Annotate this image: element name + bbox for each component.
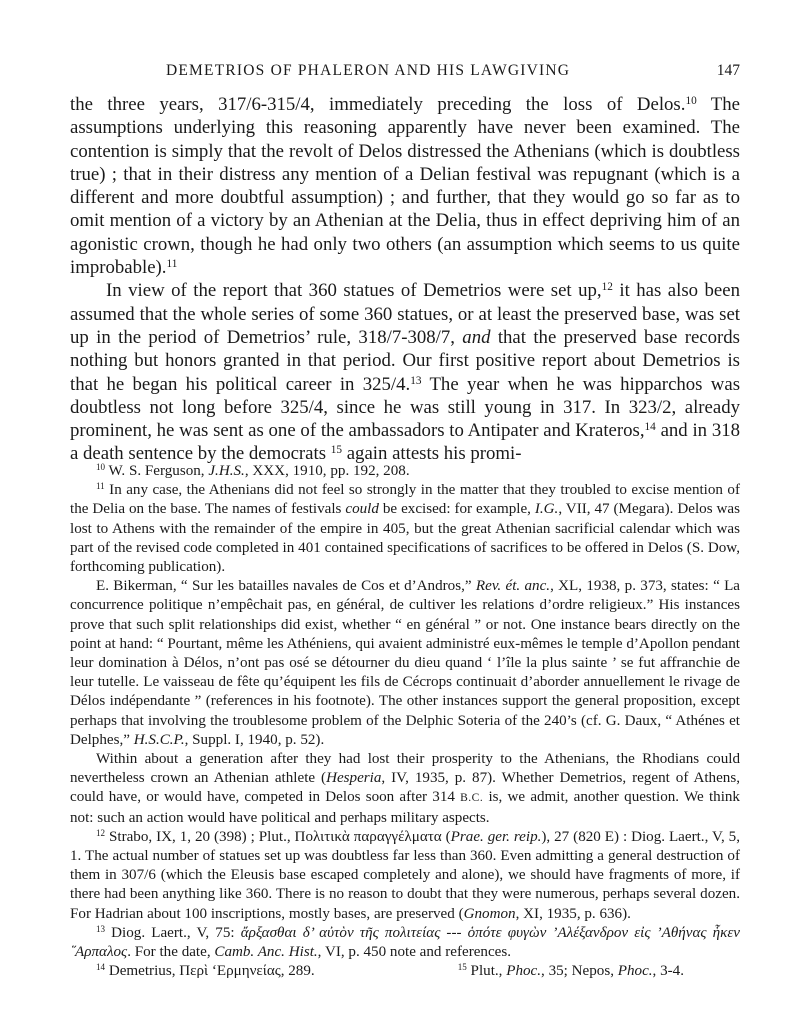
footnote-ref[interactable]: 15 xyxy=(330,444,343,457)
footnote-11-continued: Within about a generation after they had lost their prosperity to the Athenians, the Rhodians could nevertheless crown an Athenian athlete (Hesperia, IV, 1935, p. 87). Whether Demetrios, regent of Athens, could have, or would have, competed in Delos soon after 314 B.C. is, we admit, another question. We think not: such an action would have political and perhaps military aspects. xyxy=(70,751,741,826)
footnote-ref[interactable]: 12 xyxy=(601,281,613,294)
main-text xyxy=(70,93,740,466)
footnote-14: $^{14}$ Demetrius, Περὶ ‘Ερμηνείας, 289. xyxy=(96,962,315,980)
footnote-13: $^{13}$ Diog. Laert., V, 75: ἄρξασθαι δ’ αὐτὸν τῆς πολιτείας --- ὁπότε φυγὼν ’Αλέξανδρον εἰς ’Αθήνας ἧκεν ῞Αρπαλος. For the date, Camb. Anc. Hist., VI, p. 450 note and references. xyxy=(70,923,740,961)
running-title: DEMETRIOS OF PHALERON AND HIS LAWGIVING xyxy=(166,62,571,79)
footnote-10: $^{10}$ W. S. Ferguson, J.H.S., XXX, 1910, pp. 192, 208. xyxy=(96,462,410,479)
paragraph: In view of the report that 360 statues of Demetrios were set up,$^{12}$ it has also been assumed that the whole series of some 360 statues, or at least the preserved base, was set up in the period of Demetrios’ rule, 318/7-308/7, and that the preserved base records nothing but honors granted in that period. Our first positive report about Demetrios is that he began his political career in 325/4.13 The year when he was hipparchos was doubtless not long before 325/4, since he was still young in 317. In 323/2, already prominent, he was sent as one of the ambassadors to Antipater and Krateros,$^{14}$ and in 318 a death sentence by the democrats $^{15}$ again attests his promi- xyxy=(70,280,741,465)
paragraph: the three years, 317/6-315/4, immediately preceding the loss of Delos.$^{10}$ The assumptions underlying this reasoning apparently have never been examined. The contention is simply that the revolt of Delos distressed the Athenians (which is doubtless true) ; that in their distress any mention of a Delian festival was repugnant (which is a different and more doubtful assumption) ; and further, that they would go so far as to omit mention of a victory by an Athenian at the Delia, thus in effect depriving him of an agonistic crown, though he had only two others (an assumption which seems to us quite improbable).$^{11}$ xyxy=(70,94,740,279)
footnote-11-continued: E. Bikerman, “ Sur les batailles navales de Cos et d’Andros,” Rev. ét. anc., XL, 1938, p. 373, states: “ La concurrence politique n’empêchait pas, en général, de cultiver les relations d’ordre religieux.” His instances prove that such split relationships did exist, whether “ en général ” or not. One instance bears directly on the point at hand: “ Pourtant, même les Athéniens, qui avaient administré eux-mêmes le temple d’Apollon pendant leur domination à Délos, n’ont pas osé se détourner du dieu quand ‘ l’île la plus sainte ’ se fut affranchie de leur tutelle. Le vaisseau de fête qu’équipent les fils de Cécrops continuait d’aborder annuellement le rivage de Délos indépendante ” (references in his footnote). The other instances support the general proposition, except perhaps that involving the troublesome problem of the Delphic Soteria of the 240’s (cf. G. Daux, “ Athénes et Delphes,” H.S.C.P., Suppl. I, 1940, p. 52). xyxy=(70,578,741,748)
footnote-ref[interactable]: 10 xyxy=(685,94,697,107)
footnotes xyxy=(70,462,740,981)
footnote-12: $^{12}$ Strabo, IX, 1, 20 (398) ; Plut., Πολιτικὰ παραγγέλματα (Prae. ger. reip.), 27 (820 E) : Diog. Laert., V, 5, 1. The actual number of statues set up was doubtless far less than 360. Even admitting a general destruction of them in 307/6 (which the Eleusis base escaped completely and alone), we should have fragments of more, if there had been anything like 360. There is no reason to doubt that they were numerous, perhaps several dozen. For Hadrian about 100 inscriptions, mostly bases, are preserved (Gnomon, XI, 1935, p. 636). xyxy=(70,827,740,922)
page-header xyxy=(70,62,740,84)
footnote-row xyxy=(70,962,740,981)
footnote-ref[interactable]: 11 xyxy=(166,257,178,270)
page-number: 147 xyxy=(716,62,740,79)
footnote-11: $^{11}$ In any case, the Athenians did not feel so strongly in the matter that they troubled to excise mention of the Delia on the base. The names of festivals could be excised: for example, I.G., VII, 47 (Megara). Delos was lost to Athens with the remainder of the empire in 405, but the great Athenian sacrificial calendar which was part of the revised code completed in 401 contained specifications of sacrifices to be offered in Delos (S. Dow, forthcoming publication). xyxy=(70,481,740,576)
greek-quotation: ἄρξασθαι δ’ αὐτὸν τῆς πολιτείας --- ὁπότε φυγὼν ’Αλέξανδρον εἰς ’Αθήνας ἧκεν ῞Αρπαλος xyxy=(70,924,740,961)
footnote-15: $^{15}$ Plut., Phoc., 35; Nepos, Phoc., 3-4. xyxy=(457,962,684,980)
footnote-ref[interactable]: 13 xyxy=(410,374,422,387)
footnote-ref[interactable]: 14 xyxy=(644,420,656,433)
